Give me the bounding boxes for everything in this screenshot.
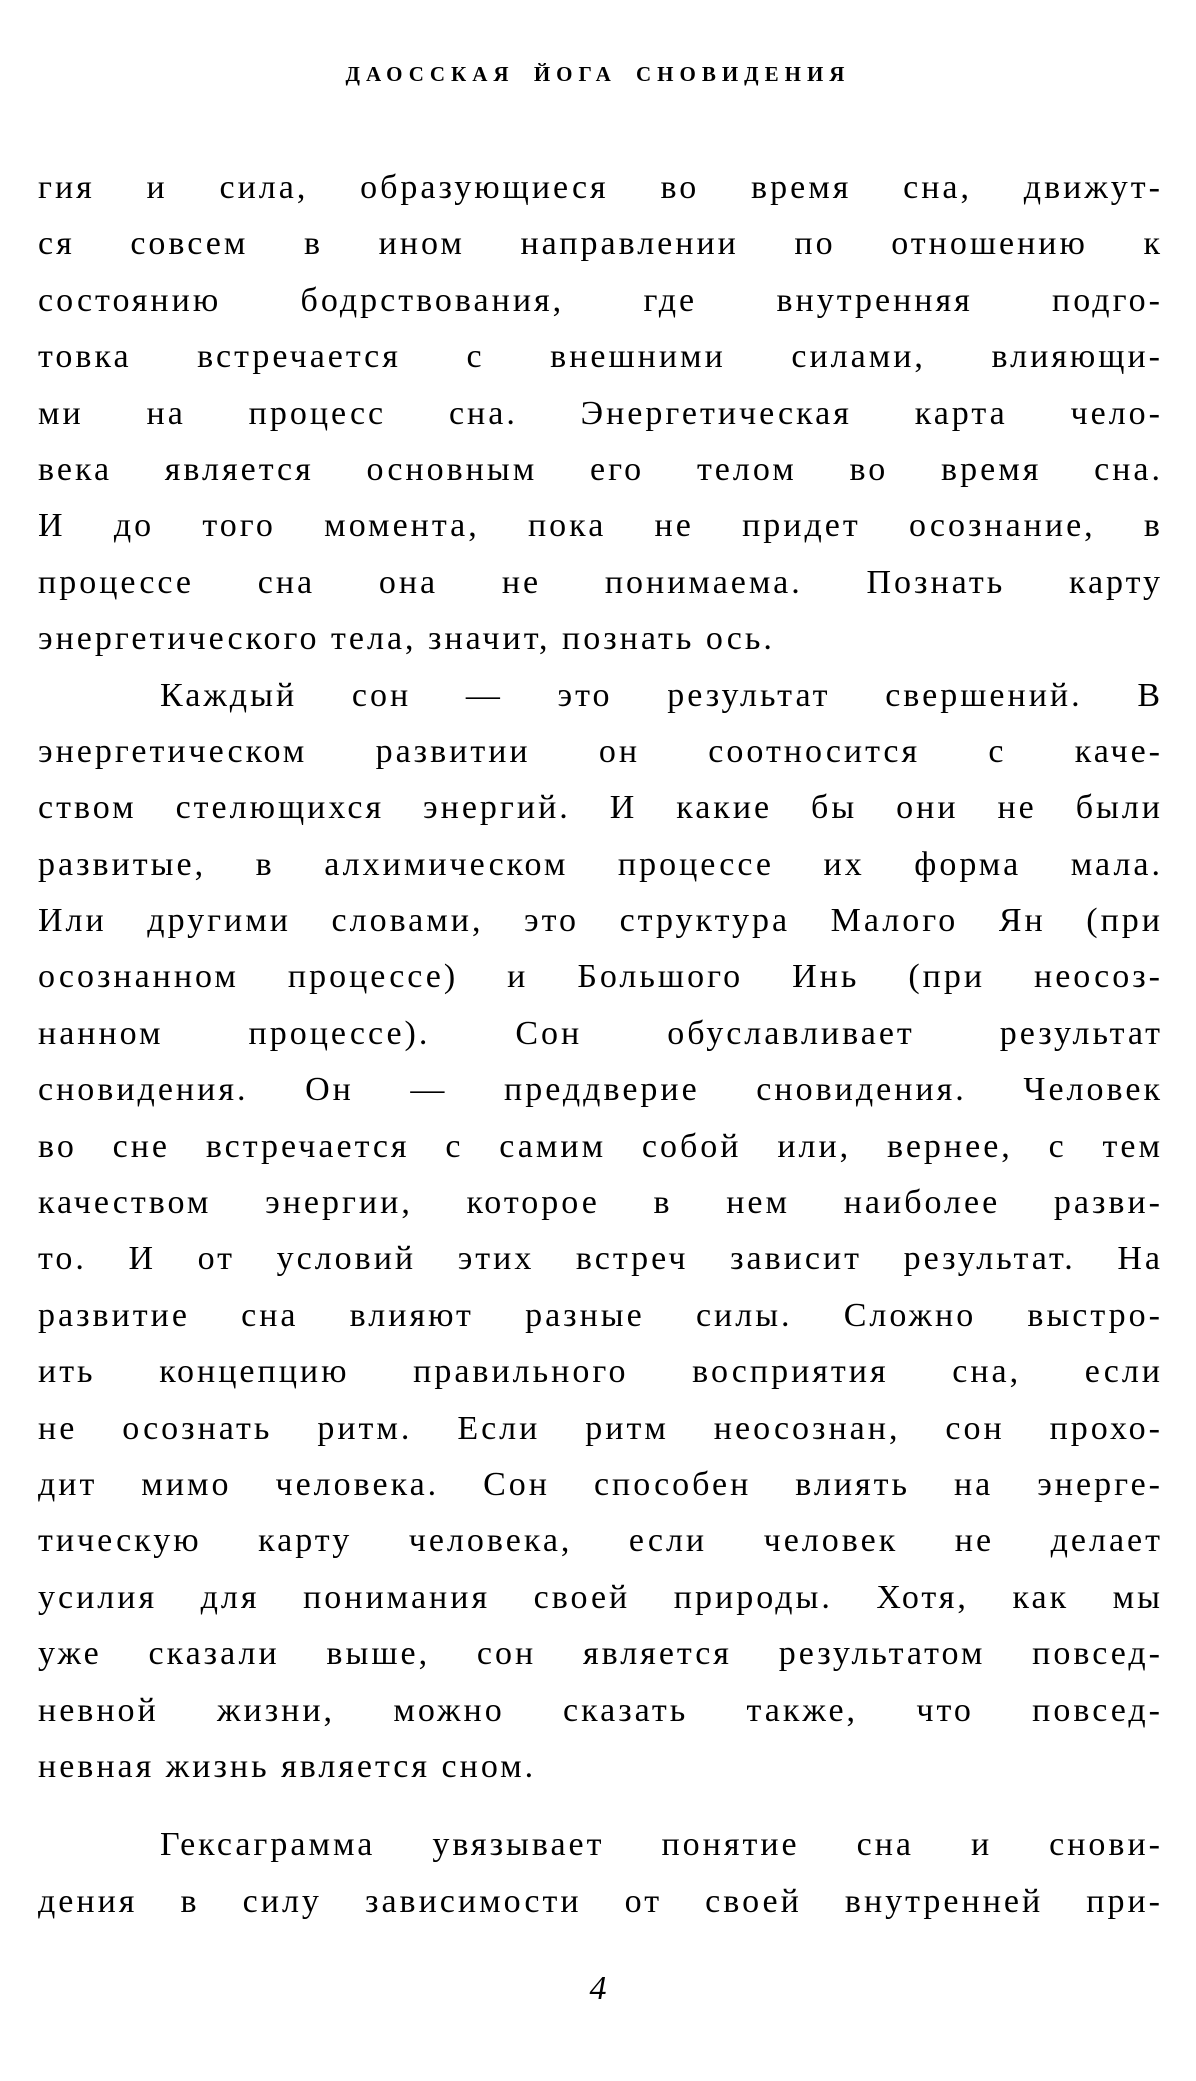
text-line: качеством энергии, которое в нем наиболее разви- xyxy=(38,1184,1163,1222)
text-line: состоянию бодрствования, где внутренняя подго- xyxy=(38,281,1163,319)
text-line: невная жизнь является сном. xyxy=(38,1747,537,1785)
text-line: энергетического тела, значит, познать ось. xyxy=(38,620,775,658)
text-line: дит мимо человека. Сон способен влиять на энерге- xyxy=(38,1465,1163,1503)
text-line: то. И от условий этих встреч зависит результат. На xyxy=(38,1240,1163,1278)
text-line: И до того момента, пока не придет осознание, в xyxy=(38,507,1163,545)
text-line: тическую карту человека, если человек не делает xyxy=(38,1522,1163,1560)
text-line: Или другими словами, это структура Малого Ян (при xyxy=(38,902,1163,940)
text-line: ми на процесс сна. Энергетическая карта чело- xyxy=(38,394,1163,432)
text-line: развитые, в алхимическом процессе их форма мала. xyxy=(38,845,1163,883)
text-line: невной жизни, можно сказать также, что повсед- xyxy=(38,1691,1163,1729)
text-line: энергетическом развитии он соотносится с каче- xyxy=(38,732,1163,770)
text-line: гия и сила, образующиеся во время сна, движут- xyxy=(38,169,1163,206)
text-line: процессе сна она не понимаема. Познать карту xyxy=(38,563,1163,601)
paragraph xyxy=(38,1817,1163,1930)
text-line: ся совсем в ином направлении по отношению к xyxy=(38,225,1163,263)
text-line: товка встречается с внешними силами, влияющи- xyxy=(38,338,1163,376)
text-line: ством стелющихся энергий. И какие бы они не были xyxy=(38,789,1163,827)
text-line: развитие сна влияют разные силы. Сложно выстро- xyxy=(38,1296,1163,1334)
text-line: нанном процессе). Сон обуславливает результат xyxy=(38,1014,1163,1052)
text-line: Гексаграмма увязывает понятие сна и снови- xyxy=(160,1826,1163,1864)
paragraph xyxy=(38,668,1163,1796)
text-line: во сне встречается с самим собой или, вернее, с тем xyxy=(38,1127,1163,1165)
text-line: сновидения. Он — преддверие сновидения. Человек xyxy=(38,1071,1163,1109)
text-line: не осознать ритм. Если ритм неосознан, сон прохо- xyxy=(38,1409,1163,1447)
page-number: 4 xyxy=(589,1970,607,2007)
text-line: века является основным его телом во время сна. xyxy=(38,450,1163,488)
body-text xyxy=(38,160,1163,1930)
text-line: усилия для понимания своей природы. Хотя, как мы xyxy=(38,1578,1163,1616)
text-line: ить концепцию правильного восприятия сна, если xyxy=(38,1353,1163,1391)
text-line: уже сказали выше, сон является результатом повсед- xyxy=(38,1635,1163,1673)
text-line: дения в силу зависимости от своей внутренней при- xyxy=(38,1882,1163,1920)
running-head: ДАОССКАЯ ЙОГА СНОВИДЕНИЯ xyxy=(345,62,851,86)
paragraph xyxy=(38,160,1163,668)
text-line: осознанном процессе) и Большого Инь (при неосоз- xyxy=(38,958,1163,996)
paragraph-gap xyxy=(38,1795,1163,1817)
text-line: Каждый сон — это результат свершений. В xyxy=(160,676,1163,714)
